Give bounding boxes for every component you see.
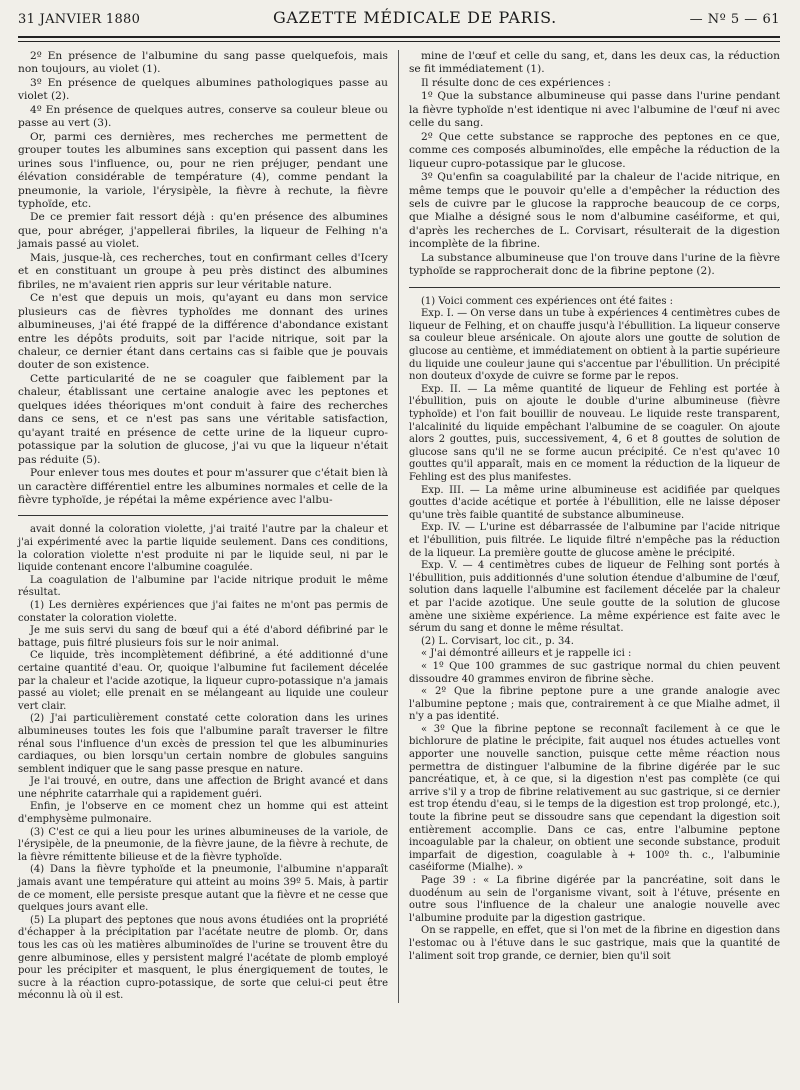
- paragraph: Ce n'est que depuis un mois, qu'ayant eu dans mon service plusieurs cas de fièvres typhoïdes me donnant des urines albumineuses, j'ai été frappé de la différence d'abondance existant entre les dépôts produits, soit par l'acide nitrique, soit par la chaleur, ce dernier étant dans certains cas si faible que je pouvais douter de son existence.: [18, 292, 388, 372]
- paragraph: Cette particularité de ne se coaguler que faiblement par la chaleur, établissant une certaine analogie avec les peptones et quelques idées théoriques m'ont conduit à faire des recherches dans ce sens, et ce n'est pas sans une véritable satisfaction, qu'ayant traité en présence de cette urine de la liqueur cupro-potassique par la solution de glucose, j'ai vu que la liqueur n'était pas réduite (5).: [18, 372, 388, 466]
- footnote: (1) Voici comment ces expériences ont été faites :: [421, 295, 674, 307]
- paragraph: Pour enlever tous mes doutes et pour m'assurer que c'était bien là un caractère différentiel entre les albumines normales et celle de la fièvre typhoïde, je répétai la même expérience avec l'albu-: [18, 467, 388, 506]
- paragraph: Mais, jusque-là, ces recherches, tout en confirmant celles d'Icery et en constituant un groupe à peu près distinct des albumines fibriles, ne m'avaient rien appris sur leur véritable nature.: [18, 251, 388, 291]
- footnote: avait donné la coloration violette, j'ai traité l'autre par la chaleur et j'ai expérimenté avec la partie liquide seulement. Dans ces conditions, la coloration violette n'est produite ni par le liquide seul, ni par le liquide contenant encore l'albumine coagulée.: [18, 524, 388, 574]
- right-column: [399, 50, 780, 1003]
- footnote: « 2º Que la fibrine peptone pure a une grande analogie avec l'albumine peptone ; mais que, contrairement à ce que Mialhe admet, il n'y a pas identité.: [409, 686, 780, 723]
- paragraph: De ce premier fait ressort déjà : qu'en présence des albumines que, pour abréger, j'appellerai fibriles, la liqueur de Felhing n'a jamais passé au violet.: [18, 211, 388, 251]
- footnote: (2) J'ai particulièrement constaté cette coloration dans les urines albumineuses toutes les fois que l'albumine paraît traverser le filtre rénal sous l'influence d'un excès de pression tel que les albuminuries cardiaques, ou bien lorsqu'un certain nombre de globules sanguins semblent indiquer que le sang passe presque en nature.: [18, 713, 388, 775]
- footnote: Exp. IV. — L'urine est débarrassée de l'albumine par l'acide nitrique et l'ébullition, puis filtrée. Le liquide filtré n'empêche pas la réduction de la liqueur. La première goutte de glucose amène le précipité.: [409, 522, 780, 559]
- paragraph: La substance albumineuse que l'on trouve dans l'urine de la fièvre typhoïde se rapprocherait donc de la fibrine peptone (2).: [409, 251, 780, 278]
- footnote: Page 39 : « La fibrine digérée par la pancréatine, soit dans le duodénum au sein de l'organisme vivant, soit à l'étuve, présente en outre sous l'influence de la chaleur une analogie nouvelle avec l'albumine produite par la digestion gastrique.: [409, 875, 780, 924]
- right-main-text: [409, 50, 780, 279]
- footnote: Exp. III. — La même urine albumineuse est acidifiée par quelques gouttes d'acide acétique et portée à l'ébullition, elle ne laisse déposer qu'une très faible quantité de substance albumineuse.: [409, 484, 780, 521]
- paragraph: 3º Qu'enfin sa coagulabilité par la chaleur de l'acide nitrique, en même temps que le pouvoir qu'elle a d'empêcher la réduction des sels de cuivre par le glucose la rapproche beaucoup de ce corps, que Mialhe a désigné sous le nom d'albumine caséiforme, et qui, d'après les recherches de L. Corvisart, résulterait de la digestion incomplète de la fibrine.: [409, 171, 780, 251]
- paragraph: 3º En présence de quelques albumines pathologiques passe au violet (2).: [18, 76, 388, 103]
- paragraph: 2º Que cette substance se rapproche des peptones en ce que, comme ces composés albuminoïdes, elle empêche la réduction de la liqueur cupro-potassique par le glucose.: [409, 130, 780, 170]
- header-date: 31 JANVIER 1880: [18, 12, 141, 27]
- footnote: Ce liquide, très incomplètement défibriné, a été additionné d'une certaine quantité d'eau. Or, quoique l'albumine fut facilement décelée par la chaleur et l'acide azotique, la liqueur cupro-potassique n'a jamais passé au violet; elle prenait en se mélangeant au liquide une couleur vert clair.: [18, 650, 388, 712]
- page-header: [18, 8, 780, 36]
- footnote: (5) La plupart des peptones que nous avons étudiées ont la propriété d'échapper à la précipitation par l'acétate neutre de plomb. Or, dans tous les cas où les matières albuminoïdes de l'urine se trouvent être du genre albuminose, elles y persistent malgré l'acétate de plomb employé pour les précipiter et masquent, le plus énergiquement de toutes, le sucre à la réaction cupro-potassique, de sorte que celui-ci peut être méconnu là où il est.: [18, 914, 388, 1002]
- footnote: « 3º Que la fibrine peptone se reconnaît facilement à ce que le bichlorure de platine le précipite, fait auquel nos études actuelles vont apporter une nouvelle sanction, puisque cette même réaction nous permettra de distinguer l'albumine de la fibrine digérée par le suc pancréatique, et, à ce que, si la digestion n'est pas complète (ce qui arrive s'il y a trop de fibrine relativement au suc gastrique, si ce dernier est trop étendu d'eau, si le temps de la digestion est trop prolongé, etc.), toute la fibrine peut se dissoudre sans que cependant la digestion soit entièrement accomplie. Dans ce cas, entre l'albumine peptone incoagulable par la chaleur, on obtient une seconde substance, produit imparfait de digestion, coagulable à + 100º th. c., l'albuminie caséiforme (Mialhe). »: [409, 723, 780, 874]
- right-footnotes: [409, 296, 780, 963]
- footnote: Je me suis servi du sang de bœuf qui a été d'abord défibriné par le battage, puis filtré plusieurs fois sur le noir animal.: [18, 625, 388, 649]
- footnote: Exp. I. — On verse dans un tube à expériences 4 centimètres cubes de liqueur de Felhing, et on chauffe jusqu'à l'ébullition. La liqueur conserve sa couleur bleue arsénicale. On ajoute alors une goutte de solution de glucose au centième, et immédiatement on obtient à la partie supérieure du liquide une couleur jaune qui s'accentue par l'ébullition. Un précipité non douteux d'oxyde de cuivre se forme par le repos.: [409, 308, 780, 383]
- paragraph: 1º Que la substance albumineuse qui passe dans l'urine pendant la fièvre typhoïde n'est identique ni avec l'albumine de l'œuf ni avec celle du sang.: [409, 90, 780, 130]
- left-column: [18, 50, 399, 1003]
- footnote-separator: [409, 287, 780, 288]
- paragraph: 2º En présence de l'albumine du sang passe quelquefois, mais non toujours, au violet (1).: [18, 50, 388, 76]
- footnote: (1) Les dernières expériences que j'ai faites ne m'ont pas permis de constater la coloration violette.: [18, 599, 388, 624]
- footnote: Je l'ai trouvé, en outre, dans une affection de Bright avancé et dans une néphrite catarrhale qui a rapidement guéri.: [18, 776, 388, 800]
- two-column-body: [18, 50, 780, 1003]
- paragraph: Or, parmi ces dernières, mes recherches me permettent de grouper toutes les albumines sans exception qui passent dans les urines sous l'influence, ou, pour ne rien préjuger, pendant une élévation considérable de température (4), comme pendant la pneumonie, la variole, l'érysipèle, la fièvre à rechute, la fièvre typhoïde, etc.: [18, 130, 388, 210]
- issue-page-number: — Nº 5 — 61: [689, 12, 780, 27]
- paragraph: Il résulte donc de ces expériences :: [421, 76, 611, 89]
- footnote: « 1º Que 100 grammes de suc gastrique normal du chien peuvent dissoudre 40 grammes environ de fibrine sèche.: [409, 660, 780, 685]
- paragraph: 4º En présence de quelques autres, conserve sa couleur bleue ou passe au vert (3).: [18, 103, 388, 130]
- footnote: On se rappelle, en effet, que si l'on met de la fibrine en digestion dans l'estomac ou à l'étuve dans le suc gastrique, mais que la quantité de l'aliment soit trop grande, ce dernier, bien qu'il soit: [409, 925, 780, 962]
- left-main-text: [18, 50, 388, 507]
- footnote-separator: [18, 515, 388, 516]
- footnote: (2) L. Corvisart, loc cit., p. 34.: [421, 635, 574, 647]
- paragraph: mine de l'œuf et celle du sang, et, dans les deux cas, la réduction se fit immédiatement (1).: [409, 50, 780, 76]
- footnote: (3) C'est ce qui a lieu pour les urines albumineuses de la variole, de l'érysipèle, de la pneumonie, de la fièvre jaune, de la fièvre à rechute, de la fièvre rémittente bilieuse et de la fièvre typhoïde.: [18, 826, 388, 863]
- footnote: « J'ai démontré ailleurs et je rappelle ici :: [421, 648, 632, 660]
- footnote: La coagulation de l'albumine par l'acide nitrique produit le même résultat.: [18, 574, 388, 599]
- journal-title: GAZETTE MÉDICALE DE PARIS.: [273, 8, 557, 27]
- footnote: Exp. II. — La même quantité de liqueur de Fehling est portée à l'ébullition, puis on ajoute le double d'urine albumineuse (fièvre typhoïde) et l'on fait bouillir de nouveau. Le liquide reste transparent, l'alcalinité du liquide empêchant l'albumine de se coaguler. On ajoute alors 2 gouttes, puis, successivement, 4, 6 et 8 gouttes de solution de glucose sans qu'il ne se forme aucun précipité. Ce n'est qu'avec 10 gouttes qu'il apparaît, mais en ce moment la réduction de la liqueur de Fehling est des plus manifestes.: [409, 383, 780, 484]
- footnote: Exp. V. — 4 centimètres cubes de liqueur de Felhing sont portés à l'ébullition, puis additionnés d'une solution étendue d'albumine de l'œuf, solution dans laquelle l'albumine est facilement décelée par la chaleur et par l'acide azotique. Une seule goutte de la solution de glucose amène une sixième expérience. La même expérience est faite avec le sérum du sang et donne le même résultat.: [409, 560, 780, 635]
- footnote: (4) Dans la fièvre typhoïde et la pneumonie, l'albumine n'apparaît jamais avant une température qui atteint au moins 39º 5. Mais, à partir de ce moment, elle persiste presque autant que la fièvre et ne cesse que quelques jours avant elle.: [18, 864, 388, 914]
- footnote: Enfin, je l'observe en ce moment chez un homme qui est atteint d'emphysème pulmonaire.: [18, 801, 388, 826]
- left-footnotes: [18, 524, 388, 1003]
- header-rule: [18, 36, 780, 42]
